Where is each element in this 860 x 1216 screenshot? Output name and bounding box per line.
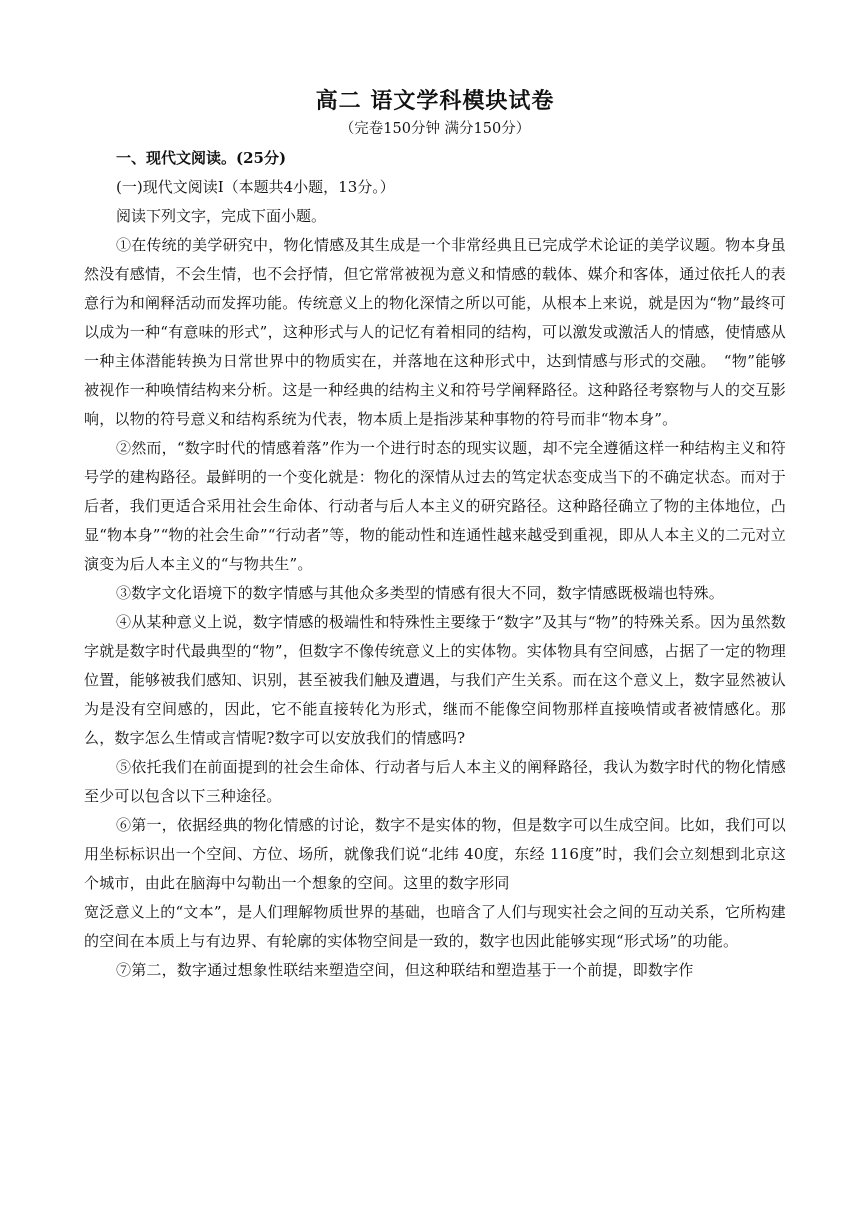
exam-title: 高二 语文学科模块试卷 [315, 88, 555, 114]
paragraph-2: ②然而，“数字时代的情感着落”作为一个进行时态的现实议题，却不完全遵循这样一种结构主义和符号学的建构路径。最鲜明的一个变化就是：物化的深情从过去的笃定状态变成当下的不确定状态。而对于后者，我们更适合采用社会生命体、行动者与后人本主义的研究路径。这种路径确立了物的主体地位，凸显“物本身”“物的社会生命”“行动者”等，物的能动性和连通性越来越受到重视，即从人本主义的二元对立演变为后人本主义的“与物共生”。 [84, 439, 786, 573]
exam-subtitle: （完卷150分钟 满分150分） [339, 121, 531, 137]
paragraph-5: ⑤依托我们在前面提到的社会生命体、行动者与后人本主义的阐释路径，我认为数字时代的物化情感至少可以包含以下三种途径。 [84, 758, 786, 805]
reading-instruction: 阅读下列文字，完成下面小题。 [116, 207, 327, 225]
paragraph-3: ③数字文化语境下的数字情感与其他众多类型的情感有很大不同，数字情感既极端也特殊。 [116, 584, 725, 602]
paragraph-1: ①在传统的美学研究中，物化情感及其生成是一个非常经典且已完成学术论证的美学议题。物本身虽然没有感情，不会生情，也不会抒情，但它常常被视为意义和情感的载体、媒介和客体，通过依托人的表意行为和阐释活动而发挥功能。传统意义上的物化深情之所以可能，从根本上来说，就是因为“物”最终可以成为一种“有意味的形式”，这种形式与人的记忆有着相同的结构，可以激发或激活人的情感，使情感从一种主体潜能转换为日常世界中的物质实在，并落地在这种形式中，达到情感与形式的交融。 “物”能够被视作一种唤情结构来分析。这是一种经典的结构主义和符号学阐释路径。这种路径考察物与人的交互影响，以物的符号意义和结构系统为代表，物本质上是指涉某种事物的符号而非“物本身”。 [84, 236, 786, 428]
sub-section-heading: (一)现代文阅读Ⅰ（本题共4小题，13分。） [116, 178, 395, 196]
paragraph-4: ④从某种意义上说，数字情感的极端性和特殊性主要缘于“数字”及其与“物”的特殊关系。因为虽然数字就是数字时代最典型的“物”，但数字不像传统意义上的实体物。实体物具有空间感，占据了一定的物理位置，能够被我们感知、识别，甚至被我们触及遭遇，与我们产生关系。而在这个意义上，数字显然被认为是没有空间感的，因此，它不能直接转化为形式，继而不能像空间物那样直接唤情或者被情感化。那么，数字怎么生情或言情呢?数字可以安放我们的情感吗? [84, 613, 786, 747]
paragraph-6: ⑥第一，依据经典的物化情感的讨论，数字不是实体的物，但是数字可以生成空间。比如，我们可以用坐标标识出一个空间、方位、场所，就像我们说“北纬 40度，东经 116度”时，我们会立刻想到北京这个城市，由此在脑海中勾勒出一个想象的空间。这里的数字形同 [84, 816, 786, 892]
paragraph-6-continuation: 宽泛意义上的“文本”，是人们理解物质世界的基础，也暗含了人们与现实社会之间的互动关系，它所构建的空间在本质上与有边界、有轮廓的实体物空间是一致的，数字也因此能够实现“形式场”的功能。 [84, 903, 786, 950]
section-heading: 一、现代文阅读。(25分) [116, 149, 287, 167]
paragraph-7: ⑦第二，数字通过想象性联结来塑造空间，但这种联结和塑造基于一个前提，即数字作 [116, 961, 694, 979]
exam-page [84, 86, 786, 985]
